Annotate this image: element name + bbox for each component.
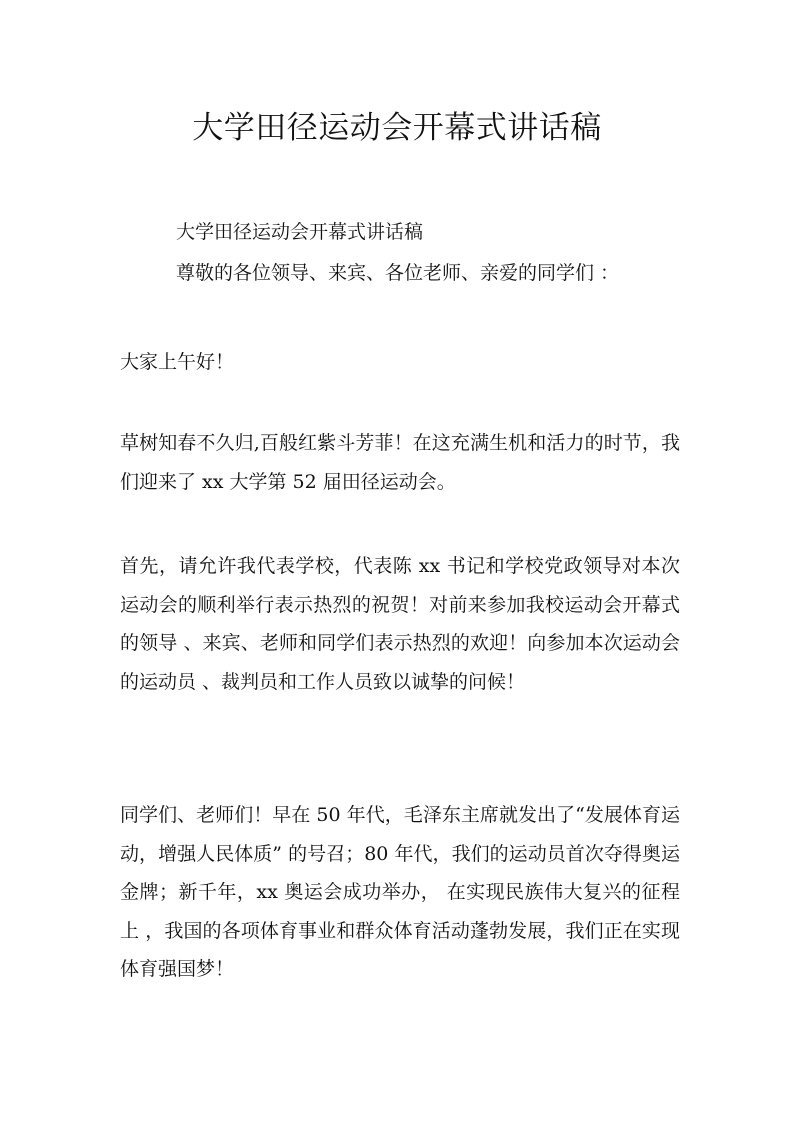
- paragraph-greeting: 大家上午好！: [120, 351, 235, 373]
- salutation-line: 尊敬的各位领导、来宾、各位老师、亲爱的同学们 ：: [176, 262, 620, 284]
- document-subtitle: 大学田径运动会开幕式讲话稿: [176, 221, 424, 243]
- document-title: 大学田径运动会开幕式讲话稿: [192, 110, 602, 146]
- paragraph-congratulations: 首先，请允许我代表学校，代表陈 xx 书记和学校党政领导对本次运动会的顺利举行表示热烈的祝贺！对前来参加我校运动会开幕式的领导 、来宾、老师和同学们表示热烈的欢迎！向参加本次运动会的运动员 、裁判员和工作人员致以诚挚的问候！: [120, 555, 680, 693]
- paragraph-opening: 草树知春不久归,百般红紫斗芳菲！在这充满生机和活力的时节，我们迎来了 xx 大学第 52 届田径运动会。: [120, 432, 680, 493]
- paragraph-history: 同学们、老师们！早在 50 年代，毛泽东主席就发出了“发展体育运动，增强人民体质” 的号召；80 年代，我们的运动员首次夺得奥运金牌；新千年，xx 奥运会成功举办， 在实现民族伟大复兴的征程上 ，我国的各项体育事业和群众体育活动蓬勃发展，我们正在实现体育强国梦！: [120, 804, 680, 980]
